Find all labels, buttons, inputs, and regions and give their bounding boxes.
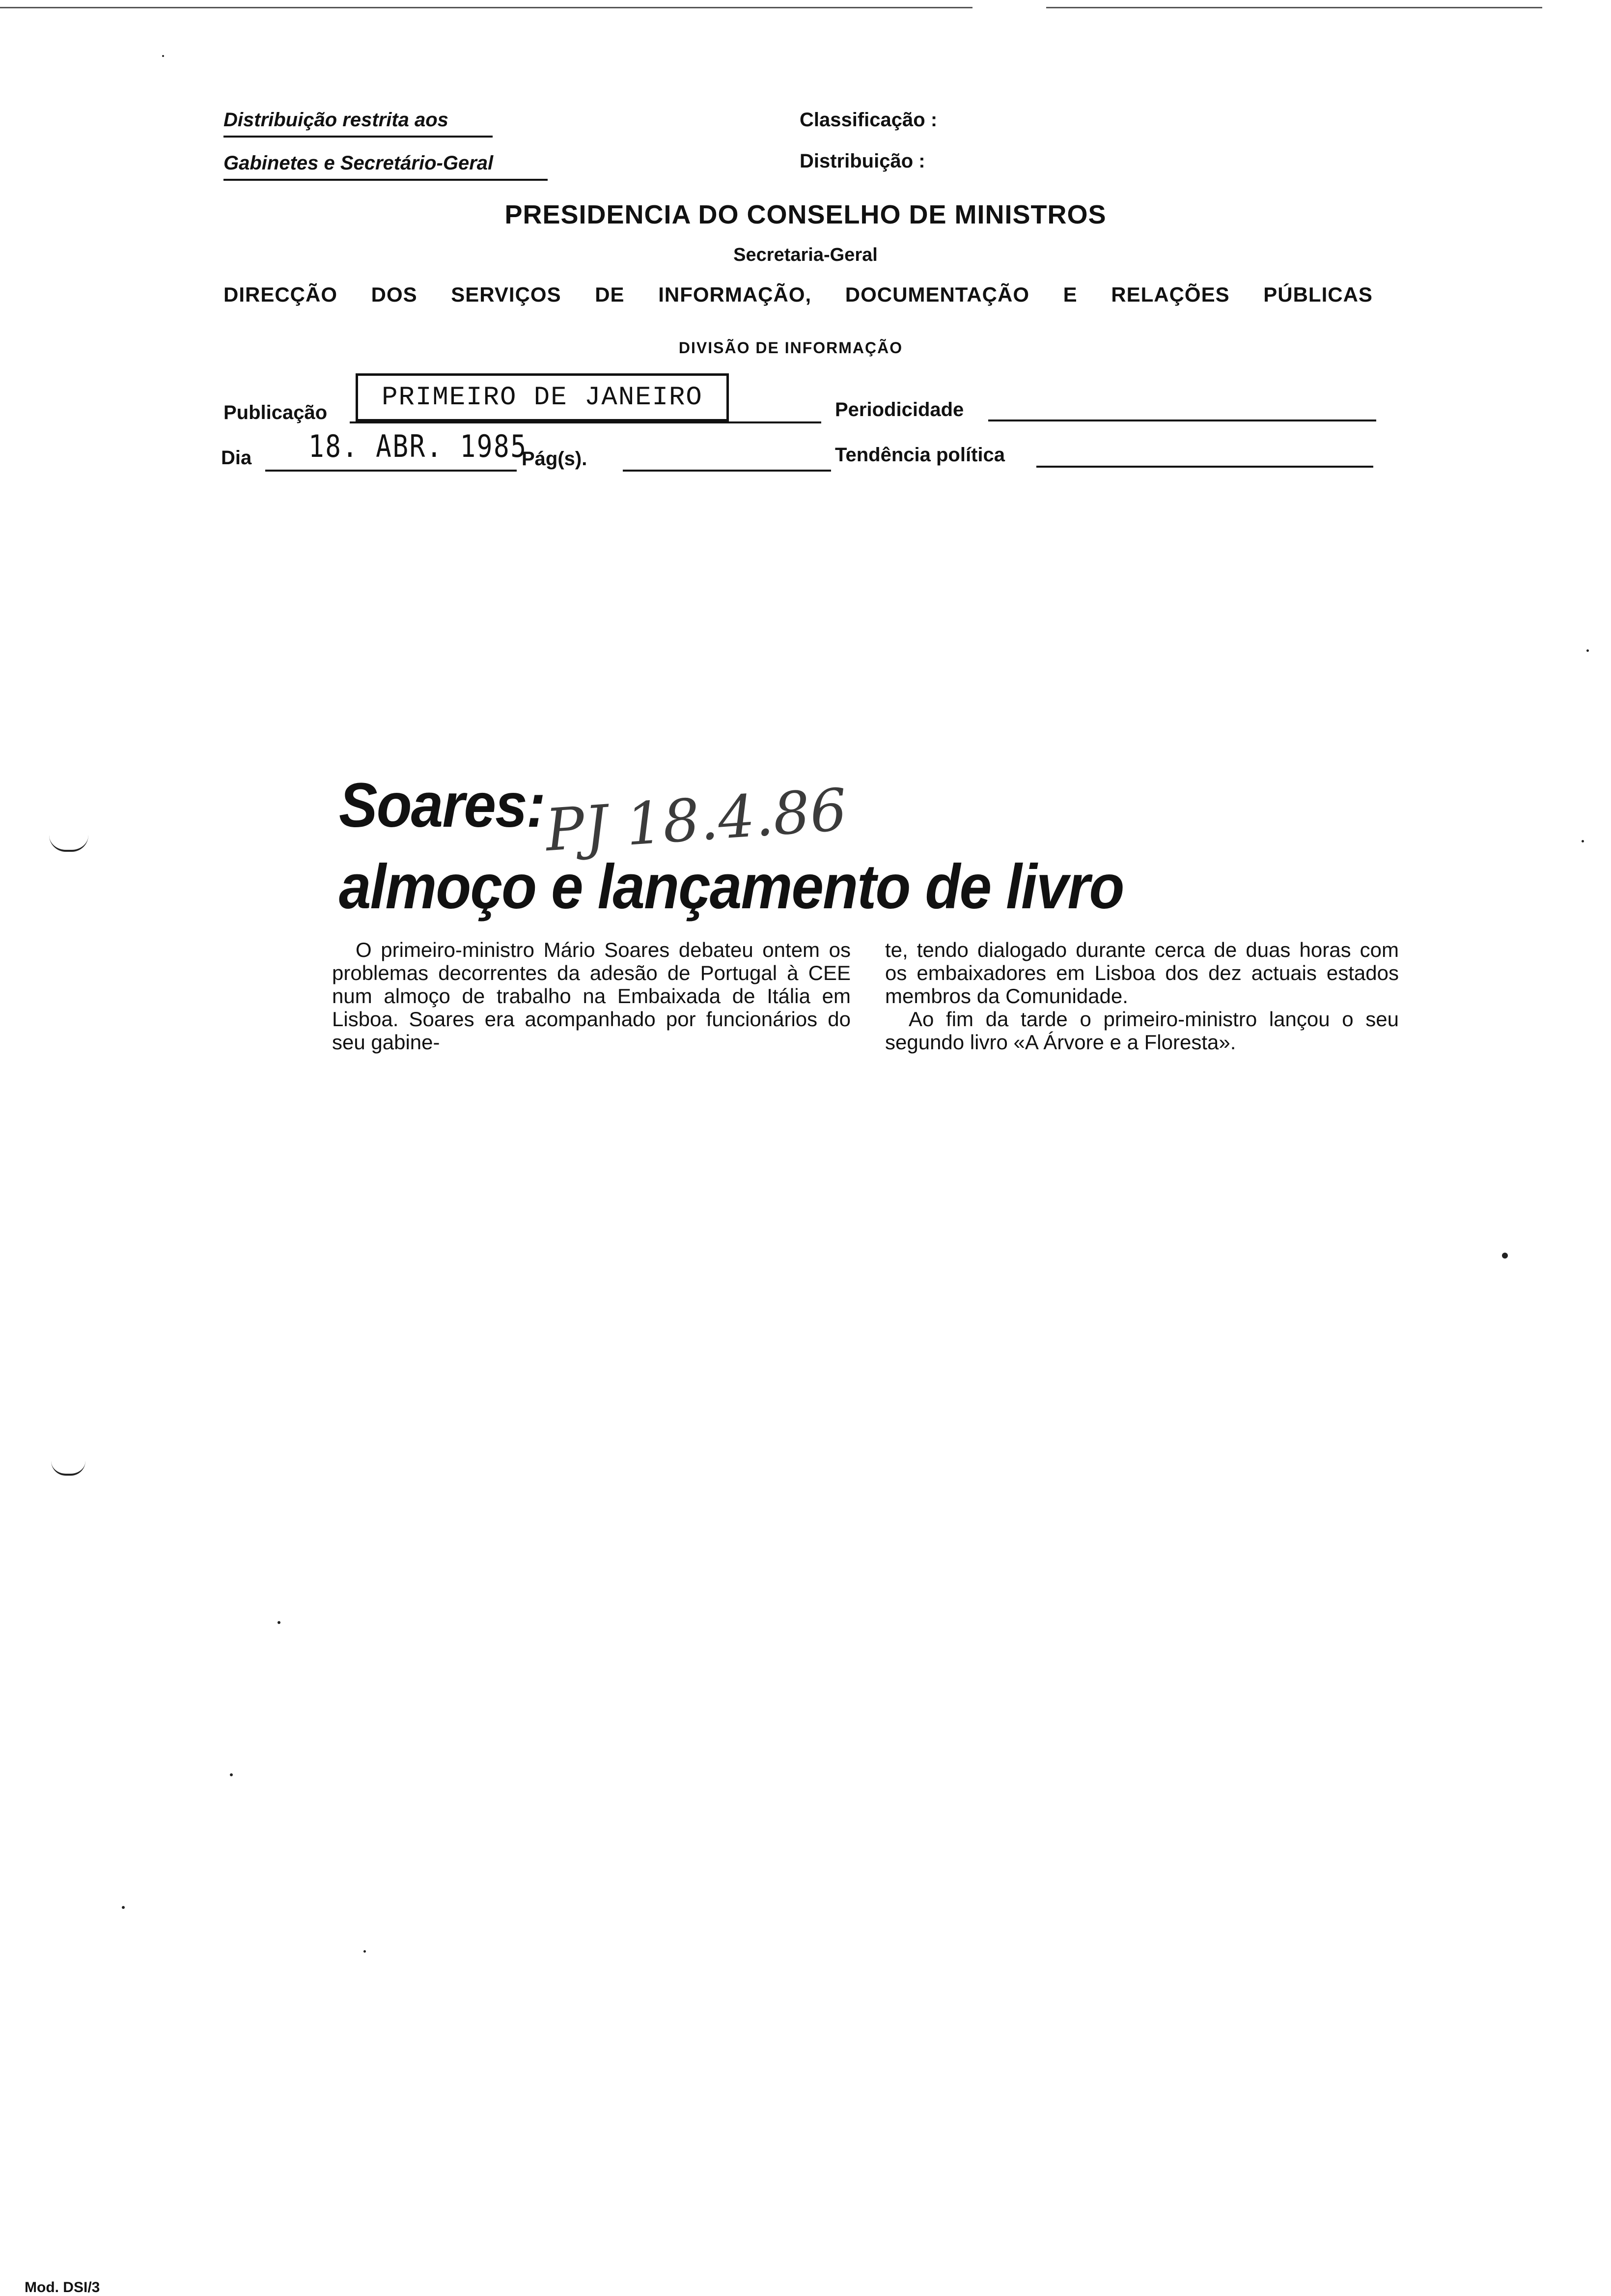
article-column-1	[332, 938, 851, 1054]
dia-line	[265, 470, 517, 472]
classificacao-label: Classificação :	[800, 109, 938, 131]
handwritten-note: PJ 18.4.86	[543, 775, 849, 865]
publicacao-label: Publicação	[223, 402, 328, 423]
form-code: Mod. DSI/3	[25, 2279, 100, 2296]
dia-value: 18. ABR. 1985	[308, 428, 528, 464]
publicacao-line	[350, 421, 821, 423]
article-column-2	[885, 938, 1399, 1054]
headline-line1: Soares:	[339, 770, 545, 840]
secretaria-geral: Secretaria-Geral	[733, 245, 878, 265]
restricted-distribution-line1: Distribuição restrita aos	[223, 109, 448, 131]
pags-line	[623, 470, 831, 472]
institution-title: PRESIDENCIA DO CONSELHO DE MINISTROS	[504, 200, 1107, 229]
tendencia-politica-line	[1036, 466, 1373, 468]
restricted-distribution-line2: Gabinetes e Secretário-Geral	[223, 152, 493, 174]
margin-mark-2	[51, 1461, 85, 1476]
article-paragraph-1: O primeiro-ministro Mário Soares debateu ontem os problemas decorrentes da adesão de Portugal à CEE num almoço de trabalho na Embaixada de Itália em Lisboa. Soares era acompanhado por funcionários do seu gabine-	[332, 938, 851, 1054]
dia-label: Dia	[221, 447, 252, 469]
periodicidade-label: Periodicidade	[835, 399, 964, 420]
distribuicao-label: Distribuição :	[800, 150, 925, 172]
margin-mark-1	[49, 835, 88, 852]
article-paragraph-3: Ao fim da tarde o primeiro-ministro lançou o seu segundo livro «A Árvore e a Floresta».	[885, 1008, 1399, 1054]
tendencia-politica-label: Tendência política	[835, 444, 1005, 466]
top-rule-left	[0, 7, 972, 8]
publicacao-value: PRIMEIRO DE JANEIRO	[356, 373, 729, 422]
divisao-informacao: DIVISÃO DE INFORMAÇÃO	[678, 339, 903, 357]
headline-line2: almoço e lançamento de livro	[339, 852, 1124, 922]
top-rule-right	[1046, 7, 1542, 8]
direccao-line: DIRECÇÃO DOS SERVIÇOS DE INFORMAÇÃO, DOCUMENTAÇÃO E RELAÇÕES PÚBLICAS	[223, 283, 1373, 306]
pags-label: Pág(s).	[522, 448, 587, 470]
periodicidade-line	[988, 420, 1376, 421]
article-paragraph-2: te, tendo dialogado durante cerca de duas horas com os embaixadores em Lisboa dos dez actuais estados membros da Comunidade.	[885, 938, 1399, 1008]
